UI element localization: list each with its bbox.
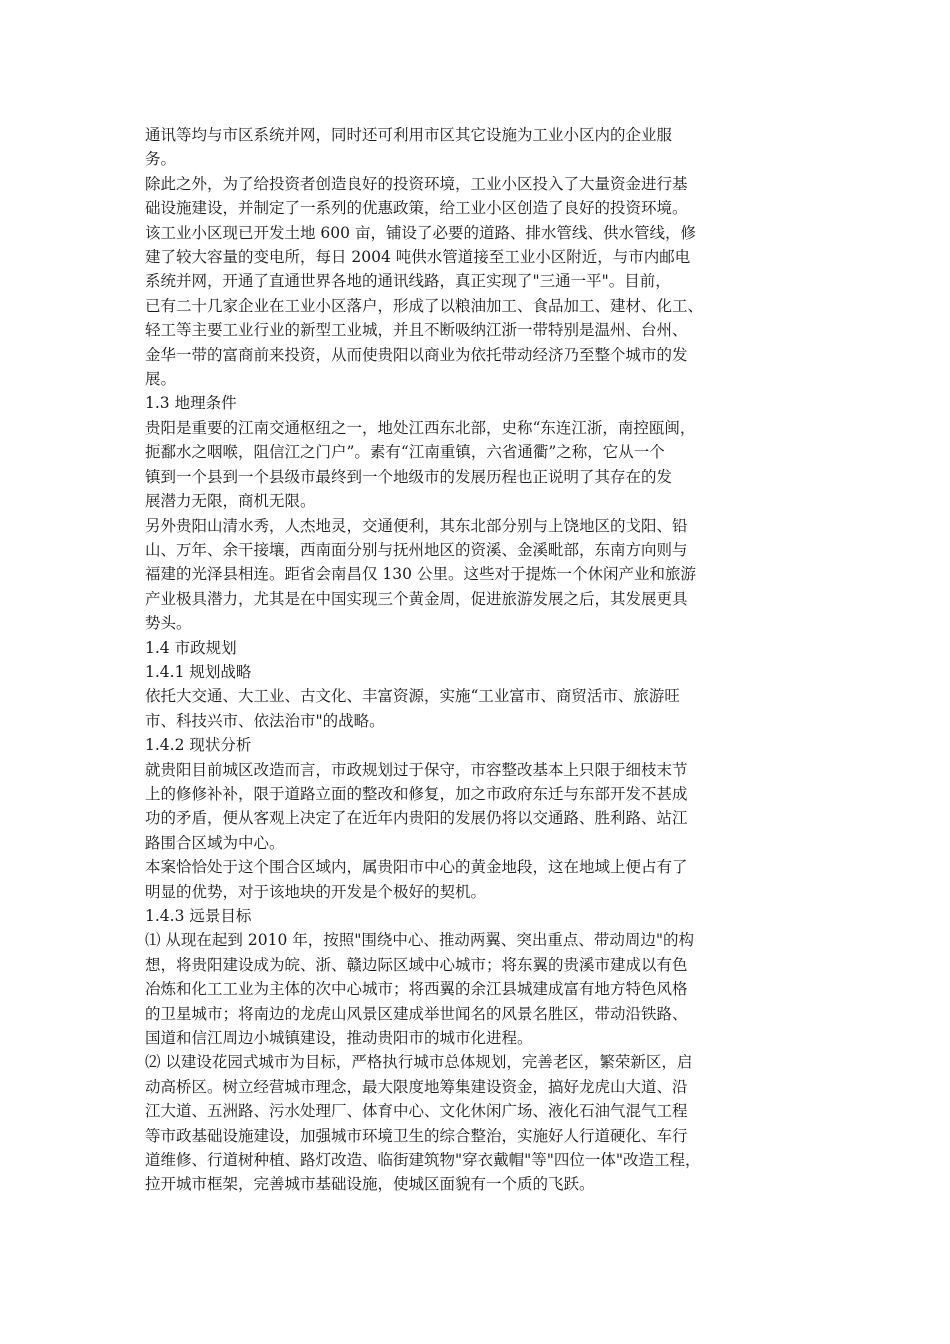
text-line: 动高桥区。树立经营城市理念，最大限度地筹集建设资金，搞好龙虎山大道、沿 xyxy=(145,1077,688,1096)
text-line: 市、科技兴市、依法治市"的战略。 xyxy=(145,711,385,730)
text-line: 建了较大容量的变电所，每日 2004 吨供水管道接至工业小区附近，与市内邮电 xyxy=(145,248,691,267)
text-line: 国道和信江周边小城镇建设，推动贵阳市的城市化进程。 xyxy=(145,1029,533,1048)
text-line: ⑴ 从现在起到 2010 年，按照"围绕中心、推动两翼、突出重点、带动周边"的构 xyxy=(145,931,694,950)
text-line: 等市政基础设施建设，加强城市环境卫生的综合整治，实施好人行道硬化、车行 xyxy=(145,1126,688,1145)
text-line: 展。 xyxy=(145,370,177,389)
text-line: 产业极具潜力，尤其是在中国实现三个黄金周，促进旅游发展之后，其发展更具 xyxy=(145,589,688,608)
text-line: 镇到一个县到一个县级市最终到一个地级市的发展历程也正说明了其存在的发 xyxy=(145,467,673,486)
text-line: 另外贵阳山清水秀，人杰地灵，交通便利，其东北部分别与上饶地区的戈阳、铅 xyxy=(145,516,688,535)
text-line: 依托大交通、大工业、古文化、丰富资源，实施“工业富市、商贸活市、旅游旺 xyxy=(145,687,680,706)
document-body xyxy=(145,123,745,1197)
text-line: 明显的优势，对于该地块的开发是个极好的契机。 xyxy=(145,882,487,901)
text-line: 扼鄱水之咽喉，阻信江之门户”。素有“江南重镇，六省通衢”之称，它从一个 xyxy=(145,443,665,462)
text-line: 务。 xyxy=(145,150,177,169)
text-line: 道维修、行道树种植、路灯改造、临街建筑物"穿衣戴帽"等"四位一体"改造工程， xyxy=(145,1151,701,1170)
text-line: 展潜力无限，商机无限。 xyxy=(145,492,316,511)
text-line: 想，将贵阳建设成为皖、浙、赣边际区域中心城市；将东翼的贵溪市建成以有色 xyxy=(145,955,688,974)
text-line: 拉开城市框架，完善城市基础设施，使城区面貌有一个质的飞跃。 xyxy=(145,1175,595,1194)
text-line: 除此之外，为了给投资者创造良好的投资环境，工业小区投入了大量资金进行基 xyxy=(145,174,688,193)
text-line: 础设施建设，并制定了一系列的优惠政策，给工业小区创造了良好的投资环境。 xyxy=(145,199,688,218)
text-line: 的卫星城市；将南边的龙虎山风景区建成举世闻名的风景名胜区，带动沿铁路、 xyxy=(145,1004,688,1023)
text-line: 贵阳是重要的江南交通枢纽之一，地处江西东北部，史称“东连江浙，南控瓯闽， xyxy=(145,418,696,437)
text-line: 1.4.2 现状分析 xyxy=(145,736,252,755)
text-line: ⑵ 以建设花园式城市为目标，严格执行城市总体规划，完善老区，繁荣新区，启 xyxy=(145,1053,693,1072)
text-line: 系统并网，开通了直通世界各地的通讯线路，真正实现了"三通一平"。目前， xyxy=(145,272,671,291)
text-line: 已有二十几家企业在工业小区落户，形成了以粮油加工、食品加工、建材、化工、 xyxy=(145,296,704,315)
text-line: 冶炼和化工工业为主体的次中心城市；将西翼的余江县城建成富有地方特色风格 xyxy=(145,980,688,999)
text-line: 上的修修补补，限于道路立面的整改和修复，加之市政府东迁与东部开发不甚成 xyxy=(145,784,688,803)
text-line: 1.4.1 规划战略 xyxy=(145,662,252,681)
text-line: 1.4.3 远景目标 xyxy=(145,907,252,925)
text-line: 福建的光泽县相连。距省会南昌仅 130 公里。这些对于提炼一个休闲产业和旅游 xyxy=(145,565,696,584)
text-line: 就贵阳目前城区改造而言，市政规划过于保守，市容整改基本上只限于细枝末节 xyxy=(145,760,688,779)
text-line: 功的矛盾，便从客观上决定了在近年内贵阳的发展仍将以交通路、胜利路、站江 xyxy=(145,809,688,828)
text-line: 轻工等主要工业行业的新型工业城，并且不断吸纳江浙一带特别是温州、台州、 xyxy=(145,321,688,340)
text-line: 该工业小区现已开发土地 600 亩，铺设了必要的道路、排水管线、供水管线，修 xyxy=(145,223,696,242)
text-line: 1.4 市政规划 xyxy=(145,638,237,657)
text-line: 山、万年、余干接壤，西南面分别与抚州地区的资溪、金溪毗部，东南方向则与 xyxy=(145,540,688,559)
text-line: 本案恰恰处于这个围合区域内，属贵阳市中心的黄金地段，这在地域上便占有了 xyxy=(145,858,688,877)
text-line: 势头。 xyxy=(145,614,192,633)
text-line: 1.3 地理条件 xyxy=(145,394,237,413)
text-line: 路围合区域为中心。 xyxy=(145,833,285,852)
text-line: 通讯等均与市区系统并网，同时还可利用市区其它设施为工业小区内的企业服 xyxy=(145,126,673,144)
text-line: 金华一带的富商前来投资，从而使贵阳以商业为依托带动经济乃至整个城市的发 xyxy=(145,345,688,364)
text-line: 江大道、五洲路、污水处理厂、体育中心、文化休闲广场、液化石油气混气工程 xyxy=(145,1102,688,1121)
